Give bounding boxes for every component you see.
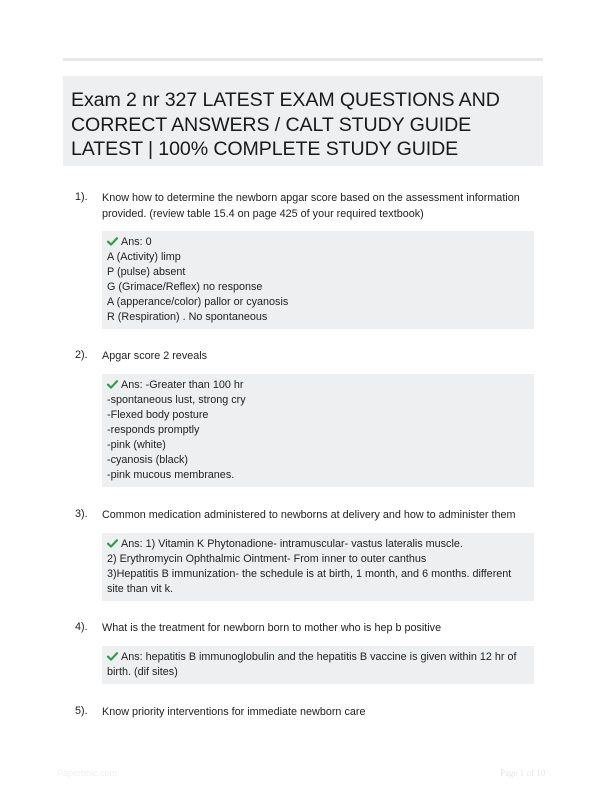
question-number: 2). — [75, 349, 88, 361]
answer-line: A (Activity) limp — [107, 251, 181, 263]
answer-line: P (pulse) absent — [107, 266, 186, 278]
answer-line: -pink mucous membranes. — [107, 469, 235, 481]
answer-line: A (apperance/color) pallor or cyanosis — [107, 296, 289, 308]
check-icon — [107, 652, 118, 661]
answer-box — [102, 231, 534, 329]
answer-line: -responds promptly — [107, 424, 200, 436]
top-divider — [63, 58, 543, 61]
answer-line: -Flexed body posture — [107, 409, 209, 421]
answer-box — [102, 646, 534, 684]
question-number: 1). — [75, 191, 88, 203]
answer-line: Ans: hepatitis B immunoglobulin and the hepatitis B vaccine is given within 12 hr of birth. (dif sites) — [107, 651, 517, 678]
answer-line: 2) Erythromycin Ophthalmic Ointment- From inner to outer canthus — [107, 553, 427, 565]
answer-line: G (Grimace/Reflex) no response — [107, 281, 263, 293]
answer-line: Ans: 1) Vitamin K Phytonadione- intramuscular- vastus lateralis muscle. — [107, 537, 528, 552]
footer-watermark: Paperbhic.com — [57, 768, 118, 778]
check-icon — [107, 539, 118, 548]
answer-line: Ans: -Greater than 100 hr — [107, 378, 528, 393]
question-text: Apgar score 2 reveals — [102, 350, 208, 362]
title-box — [63, 76, 543, 166]
question-text: Common medication administered to newborns at delivery and how to administer them — [102, 509, 516, 521]
question-number: 3). — [75, 508, 88, 520]
question-text: What is the treatment for newborn born to mother who is hep b positive — [102, 622, 442, 634]
check-icon — [107, 380, 118, 389]
answer-line: Ans: 0 — [107, 235, 528, 250]
answer-box — [102, 374, 534, 487]
page-title: Exam 2 nr 327 LATEST EXAM QUESTIONS AND CORRECT ANSWERS / CALT STUDY GUIDE LATEST | 100% COMPLETE STUDY GUIDE — [71, 89, 500, 160]
page-number: Page 1 of 10 — [500, 768, 546, 778]
question-number: 5). — [75, 705, 88, 717]
question-text: Know priority interventions for immediate newborn care — [102, 706, 366, 718]
answer-line: 3)Hepatitis B immunization- the schedule is at birth, 1 month, and 6 months. different site than vit k. — [107, 568, 512, 595]
answer-box — [102, 533, 534, 601]
question-text: Know how to determine the newborn apgar score based on the assessment information provided. (review table 15.4 on page 425 of your required textbook) — [102, 192, 520, 220]
check-icon — [107, 237, 118, 246]
question-number: 4). — [75, 621, 88, 633]
answer-line: -cyanosis (black) — [107, 454, 188, 466]
answer-line: -pink (white) — [107, 439, 166, 451]
answer-line: R (Respiration) . No spontaneous — [107, 311, 268, 323]
answer-line: -spontaneous lust, strong cry — [107, 394, 246, 406]
